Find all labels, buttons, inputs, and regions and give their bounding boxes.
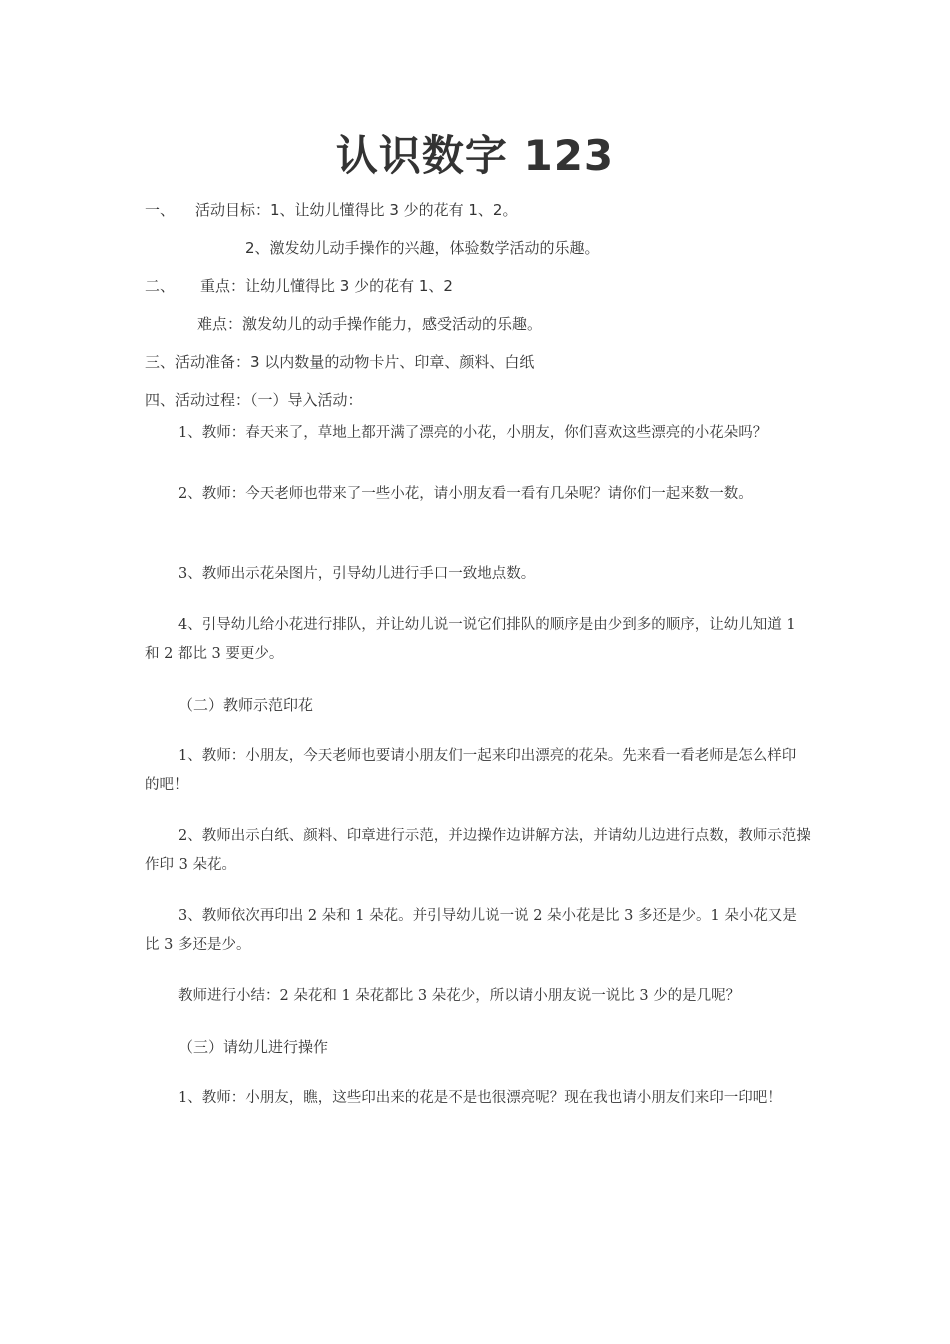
section-1-number: 一、	[145, 201, 176, 219]
paragraph-3-1: 1、教师：小朋友，瞧，这些印出来的花是不是也很漂亮呢？现在我也请小朋友们来印一印吧！	[178, 1090, 782, 1106]
subsection-3-heading: （三）请幼儿进行操作	[178, 1038, 329, 1056]
section-1-goals	[145, 200, 517, 220]
section-1-goal-2: 2、激发幼儿动手操作的兴趣，体验数学活动的乐趣。	[245, 239, 600, 257]
paragraph-1-1: 1、教师：春天来了，草地上都开满了漂亮的小花，小朋友，你们喜欢这些漂亮的小花朵吗？	[178, 425, 768, 441]
section-2-key-points	[145, 276, 453, 296]
section-1-goal-1: 活动目标：1、让幼儿懂得比 3 少的花有 1、2。	[195, 201, 518, 219]
section-4-process-heading: 四、活动过程：（一）导入活动：	[145, 391, 363, 409]
section-2-key-point: 重点：让幼儿懂得比 3 少的花有 1、2	[200, 277, 453, 295]
section-3-preparation: 三、活动准备：3 以内数量的动物卡片、印章、颜料、白纸	[145, 353, 535, 371]
document-title: 认识数字 123	[335, 131, 615, 180]
paragraph-2-3: 3、教师依次再印出 2 朵和 1 朵花。并引导幼儿说一说 2 朵小花是比 3 多还是少。1 朵小花又是比 3 多还是少。	[145, 908, 797, 953]
paragraph-2-1: 1、教师：小朋友，今天老师也要请小朋友们一起来印出漂亮的花朵。先来看一看老师是怎么样印的吧！	[145, 748, 797, 793]
section-2-number: 二、	[145, 277, 176, 295]
subsection-2-heading: （二）教师示范印花	[178, 696, 314, 714]
paragraph-1-4: 4、引导幼儿给小花进行排队，并让幼儿说一说它们排队的顺序是由少到多的顺序，让幼儿知道 1 和 2 都比 3 要更少。	[145, 617, 796, 662]
paragraph-1-3: 3、教师出示花朵图片，引导幼儿进行手口一致地点数。	[178, 566, 536, 582]
section-2-difficulty: 难点：激发幼儿的动手操作能力，感受活动的乐趣。	[197, 315, 543, 333]
paragraph-2-summary: 教师进行小结：2 朵花和 1 朵花都比 3 朵花少，所以请小朋友说一说比 3 少的是几呢？	[178, 988, 741, 1004]
paragraph-2-2: 2、教师出示白纸、颜料、印章进行示范，并边操作边讲解方法，并请幼儿边进行点数，教师示范操作印 3 朵花。	[145, 828, 811, 873]
paragraph-1-2: 2、教师：今天老师也带来了一些小花，请小朋友看一看有几朵呢？请你们一起来数一数。	[178, 486, 753, 502]
